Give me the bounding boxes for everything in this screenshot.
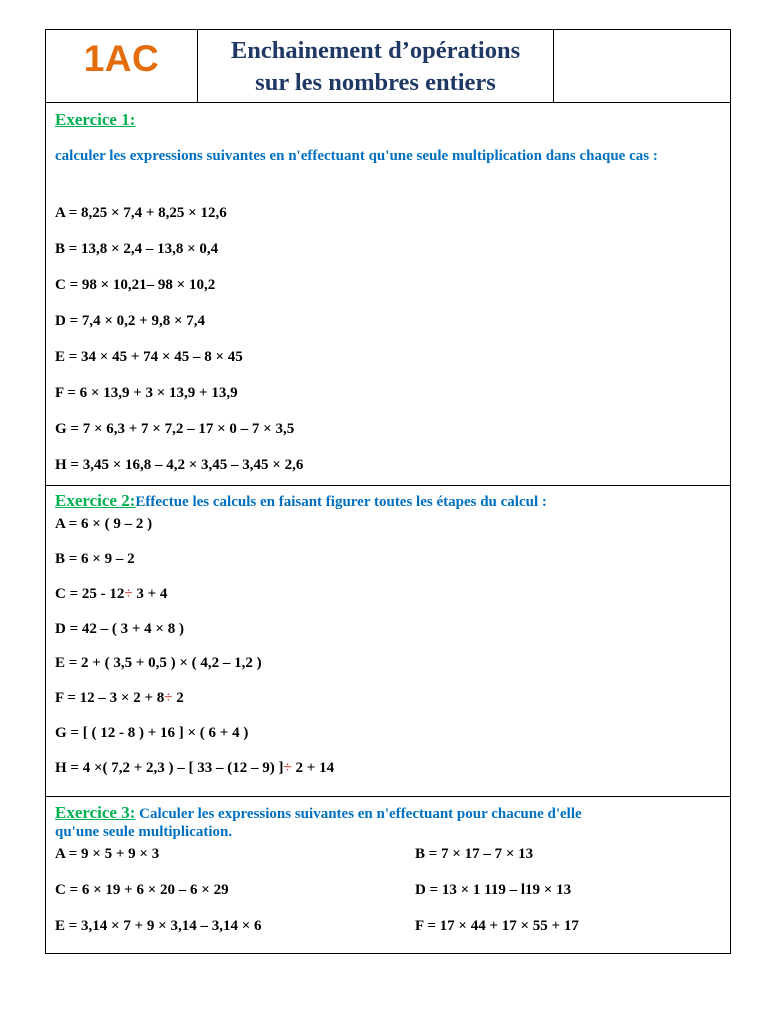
page-title: [198, 35, 553, 99]
ex1-item-c: C = 98 × 10,21– 98 × 10,2: [55, 277, 216, 293]
ex2-item-a: A = 6 × ( 9 – 2 ): [55, 516, 153, 532]
ex3-item-b: B = 7 × 17 – 7 × 13: [415, 846, 534, 862]
ex2-header-line: [55, 491, 547, 511]
ex2-item-h: [55, 760, 334, 777]
ex2-heading: Exercice 2:: [55, 491, 136, 510]
division-sign: ÷: [283, 760, 292, 776]
level-cell: [46, 30, 198, 102]
header-table: [45, 29, 731, 103]
ex3-item-a: A = 9 × 5 + 9 × 3: [55, 846, 160, 862]
title-cell: [198, 30, 554, 102]
title-line-1: Enchainement d’opérations: [230, 37, 521, 64]
ex2-instruction: Effectue les calculs en faisant figurer toutes les étapes du calcul :: [135, 494, 547, 510]
ex3-header-line: [55, 803, 582, 823]
ex1-item-f: F = 6 × 13,9 + 3 × 13,9 + 13,9: [55, 385, 238, 401]
ex3-instruction-2: qu'une seule multiplication.: [55, 824, 233, 840]
ex2-item-b: B = 6 × 9 – 2: [55, 551, 135, 567]
ex3-item-c: C = 6 × 19 + 6 × 20 – 6 × 29: [55, 882, 229, 898]
ex2-item-g: G = [ ( 12 - 8 ) + 16 ] × ( 6 + 4 ): [55, 725, 249, 741]
level-label: 1AC: [83, 38, 160, 79]
ex3-item-f: F = 17 × 44 + 17 × 55 + 17: [415, 918, 579, 934]
ex2-item-f-right: 2: [172, 690, 184, 706]
ex3-item-e: E = 3,14 × 7 + 9 × 3,14 – 3,14 × 6: [55, 918, 262, 934]
ex2-item-f-left: F = 12 – 3 × 2 + 8: [55, 690, 165, 706]
ex1-item-e: E = 34 × 45 + 74 × 45 – 8 × 45: [55, 349, 243, 365]
ex2-item-h-left: H = 4 ×( 7,2 + 2,3 ) – [ 33 – (12 – 9) ]: [55, 760, 284, 776]
ex1-item-h: H = 3,45 × 16,8 – 4,2 × 3,45 – 3,45 × 2,6: [55, 457, 304, 473]
ex2-item-h-right: 2 + 14: [291, 760, 335, 776]
ex2-item-c: [55, 586, 167, 603]
ex1-heading: Exercice 1:: [55, 110, 136, 129]
section-divider-1: [45, 485, 731, 486]
ex2-item-f: [55, 690, 184, 707]
section-divider-2: [45, 796, 731, 797]
ex3-instruction-1: Calculer les expressions suivantes en n'effectuant pour chacune d'elle: [135, 806, 582, 822]
ex3-heading: Exercice 3:: [55, 803, 136, 822]
empty-header-cell: [554, 30, 730, 102]
division-sign: ÷: [124, 586, 133, 602]
ex2-item-d: D = 42 – ( 3 + 4 × 8 ): [55, 621, 184, 637]
division-sign: ÷: [164, 690, 173, 706]
ex1-item-b: B = 13,8 × 2,4 – 13,8 × 0,4: [55, 241, 219, 257]
ex2-item-c-right: 3 + 4: [132, 586, 168, 602]
ex3-item-d: D = 13 × 1 119 – l19 × 13: [415, 882, 572, 898]
ex1-item-d: D = 7,4 × 0,2 + 9,8 × 7,4: [55, 313, 206, 329]
title-line-2: sur les nombres entiers: [255, 69, 496, 96]
ex1-item-g: G = 7 × 6,3 + 7 × 7,2 – 17 × 0 – 7 × 3,5: [55, 421, 295, 437]
ex2-item-e: E = 2 + ( 3,5 + 0,5 ) × ( 4,2 – 1,2 ): [55, 655, 262, 671]
ex1-item-a: A = 8,25 × 7,4 + 8,25 × 12,6: [55, 205, 227, 221]
ex1-instruction: calculer les expressions suivantes en n'effectuant qu'une seule multiplication dans chaque cas :: [55, 148, 658, 164]
ex2-item-c-left: C = 25 - 12: [55, 586, 125, 602]
